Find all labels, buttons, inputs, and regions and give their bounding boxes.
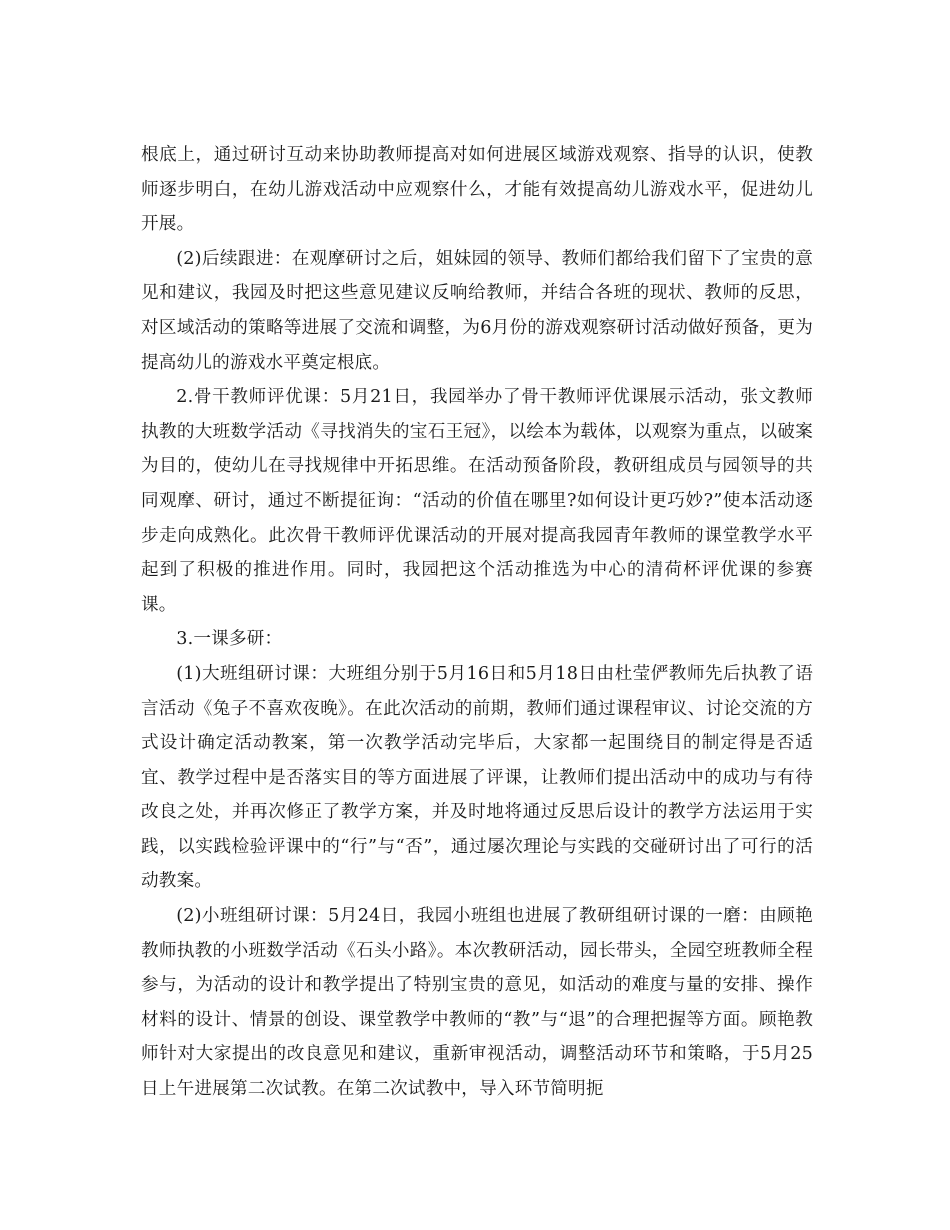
paragraph-backbone-teacher-lesson: 2.骨干教师评优课：5月21日，我园举办了骨干教师评优课展示活动，张文教师执教的大班数学活动《寻找消失的宝石王冠》，以绘本为载体，以观察为重点，以破案为目的，使幼儿在寻找规律中开拓思维。在活动预备阶段，教研组成员与园领导的共同观摩、研讨，通过不断提征询：“活动的价值在哪里?如何设计更巧妙?”使本活动逐步走向成熟化。此次骨干教师评优课活动的开展对提高我园青年教师的课堂教学水平起到了积极的推进作用。同时，我园把这个活动推选为中心的清荷杯评优课的参赛课。 <box>141 387 813 615</box>
paragraph-continuation: 根底上，通过研讨互动来协助教师提高对如何进展区域游戏观察、指导的认识，使教师逐步明白，在幼儿游戏活动中应观察什么，才能有效提高幼儿游戏水平，促进幼儿开展。 <box>141 145 813 235</box>
paragraph-one-lesson-multiple-research: 3.一课多研： <box>176 629 283 650</box>
document-body <box>141 138 813 1107</box>
paragraph-follow-up: (2)后续跟进：在观摩研讨之后，姐妹园的领导、教师们都给我们留下了宝贵的意见和建议，我园及时把这些意见建议反响给教师，并结合各班的现状、教师的反思，对区域活动的策略等进展了交流和调整，为6月份的游戏观察研讨活动做好预备，更为提高幼儿的游戏水平奠定根底。 <box>141 248 813 373</box>
paragraph-senior-class-lesson: (1)大班组研讨课：大班组分别于5月16日和5月18日由杜莹俨教师先后执教了语言活动《兔子不喜欢夜晚》。在此次活动的前期，教师们通过课程审议、讨论交流的方式设计确定活动教案，第一次教学活动完毕后，大家都一起围绕目的制定得是否适宜、教学过程中是否落实目的等方面进展了评课，让教师们提出活动中的成功与有待改良之处，并再次修正了教学方案，并及时地将通过反思后设计的教学方法运用于实践，以实践检验评课中的“行”与“否”，通过屡次理论与实践的交碰研讨出了可行的活动教案。 <box>141 663 813 892</box>
paragraph-junior-class-lesson: (2)小班组研讨课：5月24日，我园小班组也进展了教研组研讨课的一磨：由顾艳教师执教的小班数学活动《石头小路》。本次教研活动，园长带头，全园空班教师全程参与，为活动的设计和教学提出了特别宝贵的意见，如活动的难度与量的安排、操作材料的设计、情景的创设、课堂教学中教师的“教”与“退”的合理把握等方面。顾艳教师针对大家提出的改良意见和建议，重新审视活动，调整活动环节和策略，于5月25日上午进展第二次试教。在第二次试教中，导入环节简明扼 <box>141 906 813 1100</box>
